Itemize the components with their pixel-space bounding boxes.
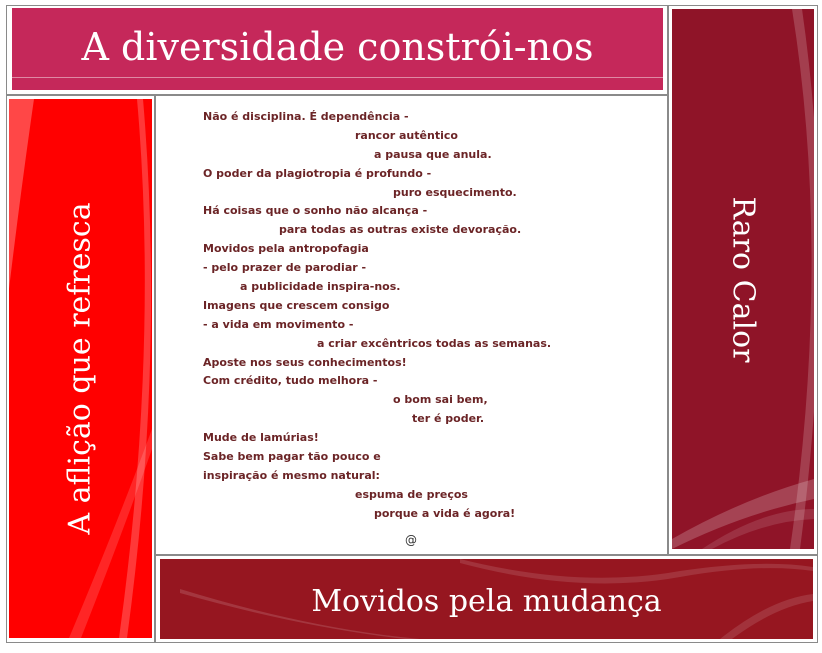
poem-line: Não é disciplina. É dependência - [203, 110, 409, 123]
poem-line: Aposte nos seus conhecimentos! [203, 355, 407, 369]
poem-line: rancor autêntico [355, 128, 458, 142]
poem-line: a publicidade inspira-nos. [240, 280, 401, 294]
right-banner-title: Raro Calor [725, 196, 761, 362]
poem-line: O poder da plagiotropia é profundo - [203, 166, 432, 180]
poem-line: a criar excêntricos todas as semanas. [317, 336, 552, 350]
poem-line: puro esquecimento. [393, 185, 517, 199]
bottom-banner [160, 559, 813, 639]
left-banner-title: A aflição que refresca [63, 202, 99, 535]
bottom-banner-title: Movidos pela mudança [311, 583, 662, 619]
poem-line: - pelo prazer de parodiar - [203, 261, 367, 275]
poem-line: Há coisas que o sonho não alcança - [203, 204, 428, 218]
poem-line: para todas as outras existe devoração. [279, 223, 522, 237]
poem-line: Mude de lamúrias! [203, 431, 319, 445]
poem [203, 108, 643, 524]
poem-line: porque a vida é agora! [374, 506, 516, 520]
left-banner [9, 99, 152, 638]
top-banner-divider [12, 77, 663, 78]
poem-line: o bom sai bem, [393, 393, 488, 407]
poem-line: a pausa que anula. [374, 147, 492, 161]
poem-line: espuma de preços [355, 487, 468, 501]
top-banner [12, 8, 663, 90]
poem-line: Movidos pela antropofagia [203, 242, 369, 256]
poem-line: Sabe bem pagar tão pouco e [203, 450, 381, 464]
top-banner-title: A diversidade constrói-nos [81, 25, 594, 69]
poem-line: Imagens que crescem consigo [203, 298, 390, 312]
poem-line: ter é poder. [412, 412, 485, 426]
poem-line: inspiração é mesmo natural: [203, 468, 380, 482]
poem-line: Com crédito, tudo melhora - [203, 374, 378, 388]
poem-signature: @ [405, 533, 417, 547]
right-banner [672, 9, 814, 549]
poem-line: - a vida em movimento - [203, 317, 354, 331]
